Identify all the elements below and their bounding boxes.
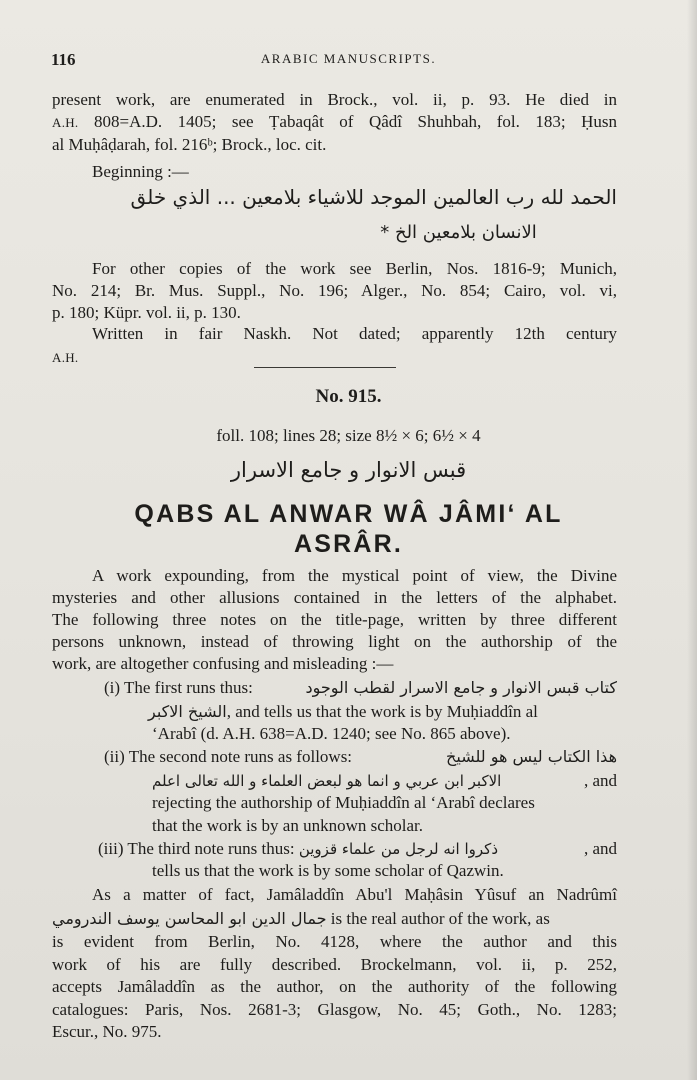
note-2-text-2: , and <box>583 771 617 790</box>
body-line-3: The following three notes on the title-page, written by three different <box>52 610 617 629</box>
arabic-title: قبس الانوار و جامع الاسرار <box>230 458 467 482</box>
title-line-1: QABS AL ANWAR WÂ JÂMI‘ AL <box>134 500 563 528</box>
note-2-line-2 <box>152 770 617 792</box>
note-3-end: , and <box>583 839 617 858</box>
note-1-arabic-2: الشيخ الاكبر <box>148 702 227 721</box>
note-3-line-1 <box>98 838 617 860</box>
closing-line-6: catalogues: Paris, Nos. 2681-3; Glasgow, No. 45; Goth., No. 1283; <box>52 1000 617 1019</box>
note-3-intro: (iii) The third note runs thus: <box>98 839 295 858</box>
body-line-4: persons unknown, instead of throwing light on the authorship of the <box>52 632 617 651</box>
prev-line-2 <box>52 111 617 134</box>
note-1-line-2 <box>148 701 538 723</box>
arabic-beginning-line-1: الحمد لله رب العالمين الموجد للاشياء بلامعين ... الذي خلق <box>130 185 617 209</box>
page-edge-shadow <box>687 0 697 1080</box>
closing-arabic: جمال الدين ابو المحاسن يوسف الندرومي <box>52 909 327 928</box>
note-2-intro: (ii) The second note runs as follows: <box>104 747 353 766</box>
entry-description: foll. 108; lines 28; size 8½ × 6; 6½ × 4 <box>216 426 481 445</box>
note-3-line-2: tells us that the work is by some scholar of Qazwin. <box>152 861 504 880</box>
written-line: Written in fair Naskh. Not dated; apparently 12th century <box>92 324 617 343</box>
prev-line-3: al Muḥâḍarah, fol. 216ᵇ; Brock., loc. cit. <box>52 135 327 154</box>
prev-line-1: present work, are enumerated in Brock., vol. ii, p. 93. He died in <box>52 90 617 109</box>
closing-line-4: work of his are fully described. Brockelmann, vol. ii, p. 252, <box>52 955 617 974</box>
body-line-5: work, are altogether confusing and misleading :— <box>52 654 394 673</box>
era-abbrev: A.H. <box>52 115 79 130</box>
page-number: 116 <box>51 50 76 69</box>
title-line-2: ASRÂR. <box>293 530 404 558</box>
closing-line-7: Escur., No. 975. <box>52 1022 162 1041</box>
copies-line-3: p. 180; Küpr. vol. ii, p. 130. <box>52 303 241 322</box>
closing-text-2: is the real author of the work, as <box>330 909 550 928</box>
body-line-2: mysteries and other allusions contained in the letters of the alphabet. <box>52 588 617 607</box>
closing-line-2 <box>52 908 617 930</box>
running-title: ARABIC MANUSCRIPTS. <box>260 51 437 66</box>
entry-number: No. 915. <box>315 386 382 407</box>
note-1-arabic-1: كتاب قبس الانوار و جامع الاسرار لقطب الوجود <box>305 678 617 697</box>
note-2-line-3: rejecting the authorship of Muḥiaddîn al ‘Arabî declares <box>152 793 535 812</box>
copies-line-2: No. 214; Br. Mus. Suppl., No. 196; Alger., No. 854; Cairo, vol. vi, <box>52 281 617 300</box>
closing-line-3: is evident from Berlin, No. 4128, where the author and this <box>52 932 617 951</box>
note-2-line-4: that the work is by an unknown scholar. <box>152 816 424 835</box>
section-divider <box>254 367 396 368</box>
arabic-beginning-line-2: الانسان بلامعين الخ * <box>380 222 537 243</box>
note-2-arabic-1: هذا الكتاب ليس هو للشيخ <box>446 747 617 766</box>
body-line-1: A work expounding, from the mystical point of view, the Divine <box>92 566 617 585</box>
prev-line-2-rest: 808=A.D. 1405; see Ṭabaqât of Qâdî Shuhbah, fol. 183; Ḥusn <box>93 112 617 131</box>
closing-line-5: accepts Jamâladdîn as the author, on the authority of the following <box>52 977 617 996</box>
note-2-line-1 <box>104 746 617 768</box>
copies-line-1: For other copies of the work see Berlin, Nos. 1816-9; Munich, <box>92 259 617 278</box>
note-1-line-1 <box>104 677 617 699</box>
closing-line-1: As a matter of fact, Jamâladdîn Abu'l Maḥâsin Yûsuf an Nadrûmî <box>92 885 617 904</box>
note-2-arabic-2: الاكبر ابن عربي و انما هو لبعض العلماء و الله تعالى اعلم <box>152 772 502 790</box>
note-1-intro: (i) The first runs thus: <box>104 678 253 697</box>
written-era: A.H. <box>52 350 79 365</box>
note-1-line-3: ‘Arabî (d. A.H. 638=A.D. 1240; see No. 865 above). <box>152 724 511 743</box>
beginning-label: Beginning :— <box>92 162 189 181</box>
note-1-text-2: , and tells us that the work is by Muḥiaddîn al <box>226 702 538 721</box>
note-3-arabic: ذكروا انه لرجل من علماء قزوين <box>298 840 499 858</box>
